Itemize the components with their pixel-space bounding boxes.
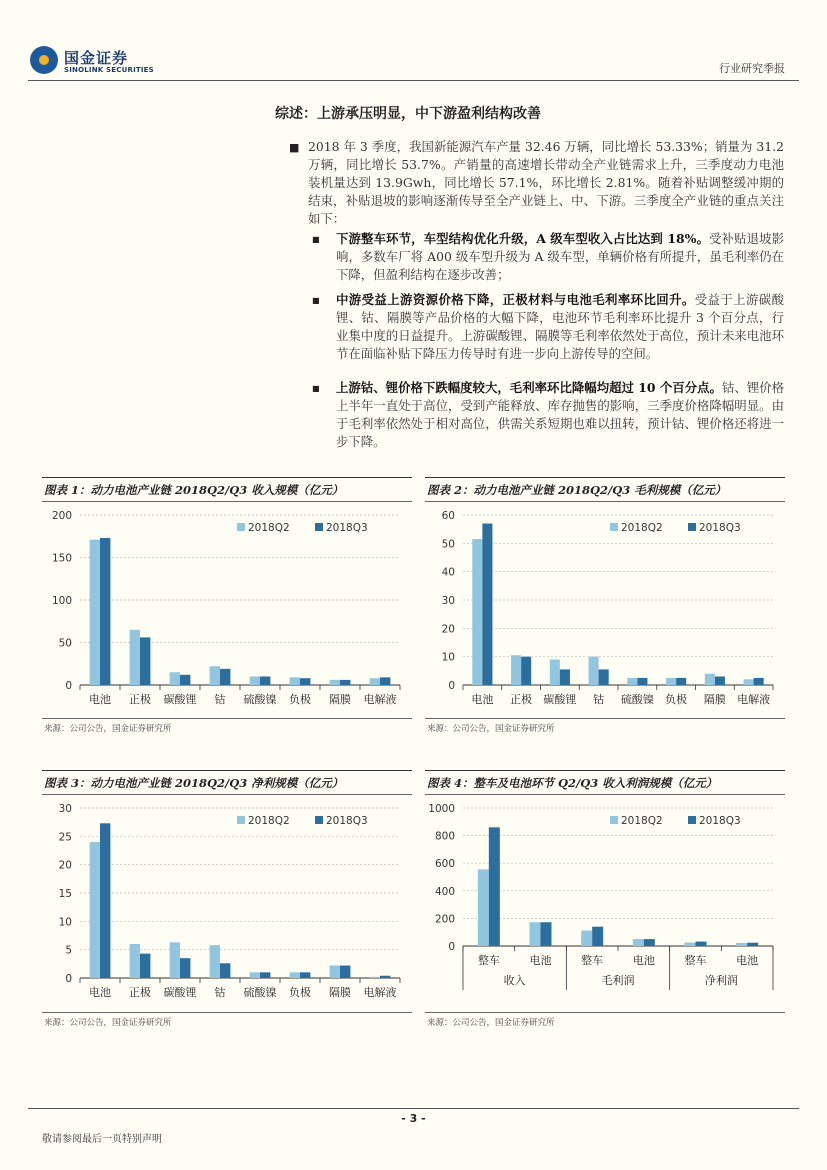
bar-2018Q2: [250, 972, 260, 978]
bar-2018Q2: [633, 939, 644, 946]
figure-bottom-rule: [425, 1012, 785, 1013]
bar-2018Q3: [180, 958, 190, 978]
page-number: - 3 -: [401, 1112, 426, 1125]
bar-2018Q2: [589, 657, 599, 685]
x-tick-label: 硫酸镍: [243, 986, 277, 999]
x-tick-label: 整车: [684, 954, 707, 967]
x-tick-label: 钴: [593, 693, 605, 706]
bar-2018Q3: [560, 669, 570, 685]
bar-2018Q3: [260, 677, 270, 686]
y-tick-label: 15: [58, 888, 72, 900]
legend-swatch: [315, 523, 323, 531]
bar-2018Q2: [250, 677, 260, 686]
x-tick-label: 负极: [289, 693, 311, 706]
x-tick-label: 正极: [129, 986, 151, 999]
y-tick-label: 60: [441, 510, 455, 522]
bar-2018Q2: [530, 922, 541, 946]
bar-2018Q3: [340, 966, 350, 978]
bullet-square-icon: ■: [312, 384, 320, 393]
bar-2018Q2: [705, 674, 715, 685]
figure-1-title: 图表 1：动力电池产业链 2018Q2/Q3 收入规模（亿元）: [44, 483, 344, 497]
legend-swatch: [688, 523, 696, 531]
bar-2018Q2: [170, 942, 180, 978]
bar-2018Q2: [478, 869, 489, 946]
figure-top-rule: [42, 770, 412, 771]
y-tick-label: 50: [441, 538, 455, 551]
bar-2018Q2: [130, 944, 140, 978]
x-tick-label: 电池: [632, 954, 655, 967]
bar-2018Q3: [340, 680, 350, 685]
bullet-lead: 上游钴、锂价格下跌幅度较大，毛利率环比降幅均超过 10 个百分点。: [336, 380, 722, 395]
x-tick-label: 正极: [510, 693, 533, 706]
report-type: 行业研究季报: [719, 62, 785, 75]
legend-swatch: [237, 523, 245, 531]
bullet-square-icon: ■: [312, 296, 320, 305]
y-tick-label: 5: [65, 944, 72, 957]
figure-top-rule: [42, 477, 412, 478]
bar-2018Q3: [380, 677, 390, 685]
x-tick-label: 电池: [471, 693, 494, 706]
y-tick-label: 800: [434, 830, 455, 843]
figure-bottom-rule: [42, 718, 412, 719]
x-tick-label: 电池: [529, 954, 552, 967]
x-tick-label: 隔膜: [329, 693, 351, 706]
y-tick-label: 20: [58, 859, 72, 872]
bar-2018Q3: [220, 669, 230, 685]
bar-2018Q2: [685, 943, 696, 946]
y-tick-label: 30: [441, 595, 455, 607]
figure-2-source: 来源：公司公告，国金证券研究所: [427, 724, 555, 734]
x-tick-label: 负极: [665, 693, 688, 706]
x-tick-label: 正极: [129, 693, 151, 706]
bar-2018Q3: [637, 678, 647, 685]
bar-2018Q2: [666, 678, 676, 685]
bar-2018Q2: [472, 539, 482, 685]
bullet-body: 受益于上游碳酸锂、钴、隔膜等产品价格的大幅下降，电池环节毛利率环比提升 3 个百分点，行业集中度的日益提升。上游碳酸锂、隔膜等毛利率依然处于高位，预计未来电池环节在面临补贴下降压力传导时有进一步向上游传导的空间。: [336, 292, 785, 361]
legend-label: 2018Q2: [621, 522, 663, 534]
bar-2018Q3: [644, 939, 655, 946]
group-label: 净利润: [704, 974, 738, 987]
x-tick-label: 电解液: [737, 693, 771, 706]
legend-swatch: [610, 523, 618, 531]
figure-title-rule: [42, 794, 412, 795]
y-tick-label: 200: [51, 510, 72, 522]
bullet-lead: 中游受益上游资源价格下降，正极材料与电池毛利率环比回升。: [336, 292, 695, 307]
x-tick-label: 电池: [89, 986, 111, 999]
bar-2018Q3: [541, 922, 552, 946]
bar-2018Q2: [90, 842, 100, 978]
bar-2018Q2: [290, 972, 300, 978]
bar-2018Q2: [90, 540, 100, 685]
bar-2018Q3: [754, 678, 764, 685]
x-tick-label: 碳酸锂: [543, 693, 577, 706]
x-tick-label: 碳酸锂: [163, 986, 197, 999]
x-tick-label: 整车: [477, 954, 500, 967]
x-tick-label: 电池: [736, 954, 759, 967]
bullet-square-icon: ■: [312, 235, 320, 244]
bar-2018Q2: [130, 630, 140, 685]
figure-1-chart: [42, 503, 412, 715]
figure-4-source: 来源：公司公告，国金证券研究所: [427, 1018, 555, 1028]
y-tick-label: 200: [434, 913, 455, 926]
bar-2018Q2: [290, 677, 300, 685]
legend-swatch: [688, 816, 696, 824]
y-tick-label: 50: [58, 637, 72, 650]
bar-2018Q3: [592, 927, 603, 946]
legend-label: 2018Q3: [699, 815, 741, 827]
bar-2018Q2: [210, 945, 220, 978]
y-tick-label: 10: [441, 651, 455, 664]
bar-2018Q3: [140, 954, 150, 978]
bar-2018Q3: [220, 963, 230, 978]
disclaimer-note: 敬请参阅最后一页特别声明: [42, 1134, 162, 1145]
bar-2018Q3: [300, 972, 310, 978]
figure-3-title: 图表 3：动力电池产业链 2018Q2/Q3 净利规模（亿元）: [44, 776, 344, 790]
bar-2018Q2: [170, 672, 180, 685]
bar-2018Q2: [370, 678, 380, 685]
y-tick-label: 1000: [428, 803, 455, 815]
bar-2018Q2: [511, 655, 521, 685]
y-tick-label: 100: [51, 595, 72, 607]
y-tick-label: 400: [434, 885, 455, 898]
bar-2018Q2: [330, 680, 340, 685]
bar-2018Q3: [380, 976, 390, 978]
legend-swatch: [237, 816, 245, 824]
figure-title-rule: [42, 501, 412, 502]
header-divider: [28, 80, 799, 81]
company-logo-icon: [30, 46, 58, 74]
bar-2018Q3: [482, 524, 492, 686]
figure-2-chart: [425, 503, 785, 715]
bar-2018Q3: [696, 942, 707, 946]
bullet-lead: 下游整车环节，车型结构优化升级，A 级车型收入占比达到 18%。: [336, 231, 710, 246]
bullet-item-midstream: [336, 291, 784, 363]
figure-top-rule: [425, 477, 785, 478]
y-tick-label: 0: [448, 941, 455, 953]
x-tick-label: 隔膜: [329, 986, 351, 999]
legend-label: 2018Q2: [248, 815, 290, 827]
y-tick-label: 150: [51, 552, 72, 565]
bar-2018Q3: [100, 538, 110, 685]
intro-paragraph: 2018 年 3 季度，我国新能源汽车产量 32.46 万辆，同比增长 53.33%；销量为 31.2 万辆，同比增长 53.7%。产销量的高速增长带动全产业链需求上升，三季度动力电池装机量达到 13.9Gwh，同比增长 57.1%，环比增长 2.81%。随着补贴调整缓冲期的结束，补贴退坡的影响逐渐传导至全产业链上、中、下游。三季度全产业链的重点关注如下：: [308, 139, 784, 226]
bullet-body: 钴、锂价格上半年一直处于高位，受到产能释放、库存抛售的影响，三季度价格降幅明显。由于毛利率依然处于相对高位，供需关系短期也难以扭转，预计钴、锂价格还将进一步下降。: [336, 380, 785, 449]
bullet-square-icon: ■: [289, 141, 300, 154]
x-tick-label: 负极: [289, 986, 311, 999]
bar-2018Q2: [210, 666, 220, 685]
y-tick-label: 25: [58, 831, 72, 844]
bar-2018Q2: [627, 678, 637, 685]
bar-2018Q3: [180, 675, 190, 685]
figure-3-source: 来源：公司公告，国金证券研究所: [44, 1018, 172, 1028]
bar-2018Q3: [300, 678, 310, 685]
x-tick-label: 钴: [214, 986, 226, 999]
bullet-body: 受补贴退坡影响，多数车厂将 A00 级车型升级为 A 级车型，单辆价格有所提升，虽毛利率仍在下降，但盈利结构在逐步改善；: [336, 231, 784, 282]
x-tick-label: 硫酸镍: [243, 693, 277, 706]
figure-4-title: 图表 4：整车及电池环节 Q2/Q3 收入利润规模（亿元）: [427, 776, 718, 790]
x-tick-label: 电解液: [363, 986, 397, 999]
y-tick-label: 0: [448, 680, 455, 692]
y-tick-label: 600: [434, 858, 455, 871]
bar-2018Q3: [140, 637, 150, 685]
figure-title-rule: [425, 501, 785, 502]
x-tick-label: 碳酸锂: [163, 693, 197, 706]
x-tick-label: 电解液: [363, 693, 397, 706]
figure-bottom-rule: [42, 1012, 412, 1013]
x-tick-label: 硫酸镍: [620, 693, 654, 706]
legend-label: 2018Q2: [621, 815, 663, 827]
bar-2018Q3: [521, 657, 531, 685]
bar-2018Q2: [550, 660, 560, 686]
bar-2018Q3: [747, 943, 758, 946]
x-tick-label: 电池: [89, 693, 111, 706]
figure-bottom-rule: [425, 718, 785, 719]
bar-2018Q2: [581, 931, 592, 946]
bar-2018Q2: [370, 977, 380, 978]
figure-4-chart: [425, 796, 785, 1008]
bar-2018Q2: [736, 943, 747, 946]
y-tick-label: 0: [65, 973, 72, 985]
y-tick-label: 0: [65, 680, 72, 692]
legend-swatch: [610, 816, 618, 824]
bullet-item-downstream: [336, 230, 784, 284]
figure-top-rule: [425, 770, 785, 771]
legend-label: 2018Q3: [326, 815, 368, 827]
group-label: 毛利润: [601, 974, 635, 987]
bar-2018Q2: [330, 966, 340, 978]
figure-3-chart: [42, 796, 412, 1008]
figure-title-rule: [425, 794, 785, 795]
y-tick-label: 10: [58, 916, 72, 929]
legend-label: 2018Q2: [248, 522, 290, 534]
x-tick-label: 隔膜: [703, 693, 726, 706]
figure-2-title: 图表 2：动力电池产业链 2018Q2/Q3 毛利规模（亿元）: [427, 483, 727, 497]
bar-2018Q3: [100, 823, 110, 978]
bar-2018Q2: [744, 679, 754, 685]
legend-label: 2018Q3: [326, 522, 368, 534]
figure-1-source: 来源：公司公告，国金证券研究所: [44, 724, 172, 734]
legend-swatch: [315, 816, 323, 824]
x-tick-label: 钴: [214, 693, 226, 706]
bar-2018Q3: [489, 827, 500, 946]
bar-2018Q3: [676, 678, 686, 685]
bar-2018Q3: [599, 669, 609, 685]
y-tick-label: 30: [58, 803, 72, 815]
logo-text-cn: 国金证券: [64, 49, 129, 67]
bar-2018Q3: [715, 677, 725, 686]
group-label: 收入: [503, 974, 526, 987]
y-tick-label: 40: [441, 566, 455, 579]
x-tick-label: 整车: [581, 954, 604, 967]
logo-text-en: SINOLINK SECURITIES: [64, 66, 154, 74]
bar-2018Q3: [260, 972, 270, 978]
footer-divider: [28, 1108, 799, 1109]
legend-label: 2018Q3: [699, 522, 741, 534]
bullet-item-upstream: [336, 379, 784, 451]
y-tick-label: 20: [441, 623, 455, 636]
section-title: 综述：上游承压明显，中下游盈利结构改善: [275, 106, 541, 122]
